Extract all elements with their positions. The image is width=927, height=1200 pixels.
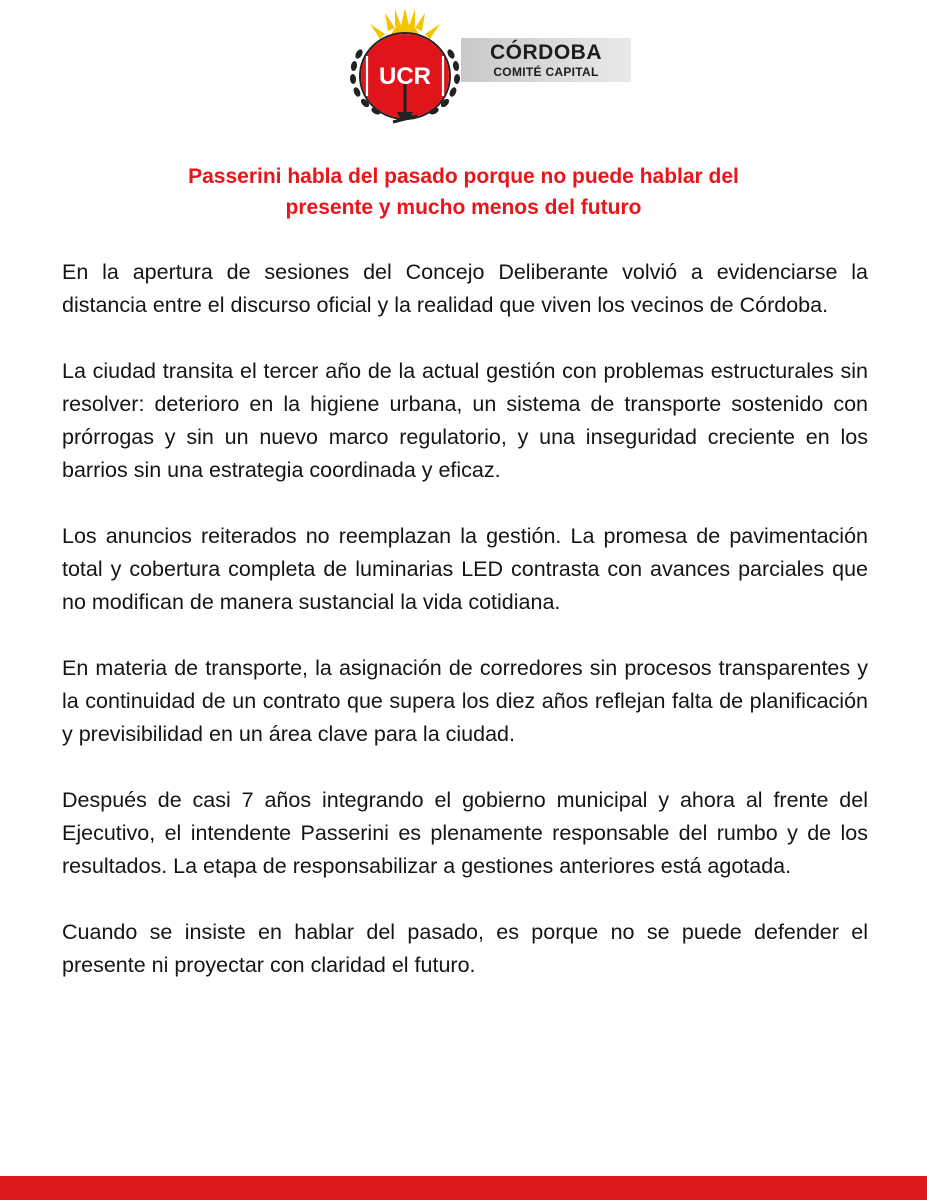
body-text [62,256,868,982]
paragraph: Los anuncios reiterados no reemplazan la gestión. La promesa de pavimentación total y cobertura completa de luminarias LED contrasta con avances parciales que no modifican de manera sustancial la vida cotidiana. [62,524,868,614]
paragraph: En materia de transporte, la asignación de corredores sin procesos transparentes y la continuidad de un contrato que supera los diez años reflejan falta de planificación y previsibilidad en un área clave para la ciudad. [62,656,868,746]
headline-line-2: presente y mucho menos del futuro [285,196,642,219]
headline [0,161,927,223]
paragraph: En la apertura de sesiones del Concejo Deliberante volvió a evidenciarse la distancia entre el discurso oficial y la realidad que viven los vecinos de Córdoba. [62,260,868,317]
logo-committee: COMITÉ CAPITAL [493,65,599,79]
svg-text:UCR: UCR [379,63,431,90]
paragraph: Cuando se insiste en hablar del pasado, es porque no se puede defender el presente ni proyectar con claridad el futuro. [62,920,868,977]
headline-line-1: Passerini habla del pasado porque no puede hablar del [188,165,739,188]
logo-city: CÓRDOBA [490,41,602,64]
paragraph: Después de casi 7 años integrando el gobierno municipal y ahora al frente del Ejecutivo, el intendente Passerini es plenamente responsable del rumbo y de los resultados. La etapa de responsabilizar a gestiones anteriores está agotada. [62,788,868,878]
logo-plate [461,38,631,82]
ucr-emblem-icon [345,6,465,130]
letterhead [0,0,927,140]
paragraph: La ciudad transita el tercer año de la actual gestión con problemas estructurales sin resolver: deterioro en la higiene urbana, un sistema de transporte sostenido con prórrogas y sin un nuevo marco regulatorio, y una inseguridad creciente en los barrios sin una estrategia coordinada y eficaz. [62,359,868,482]
footer-bar [0,1176,927,1200]
